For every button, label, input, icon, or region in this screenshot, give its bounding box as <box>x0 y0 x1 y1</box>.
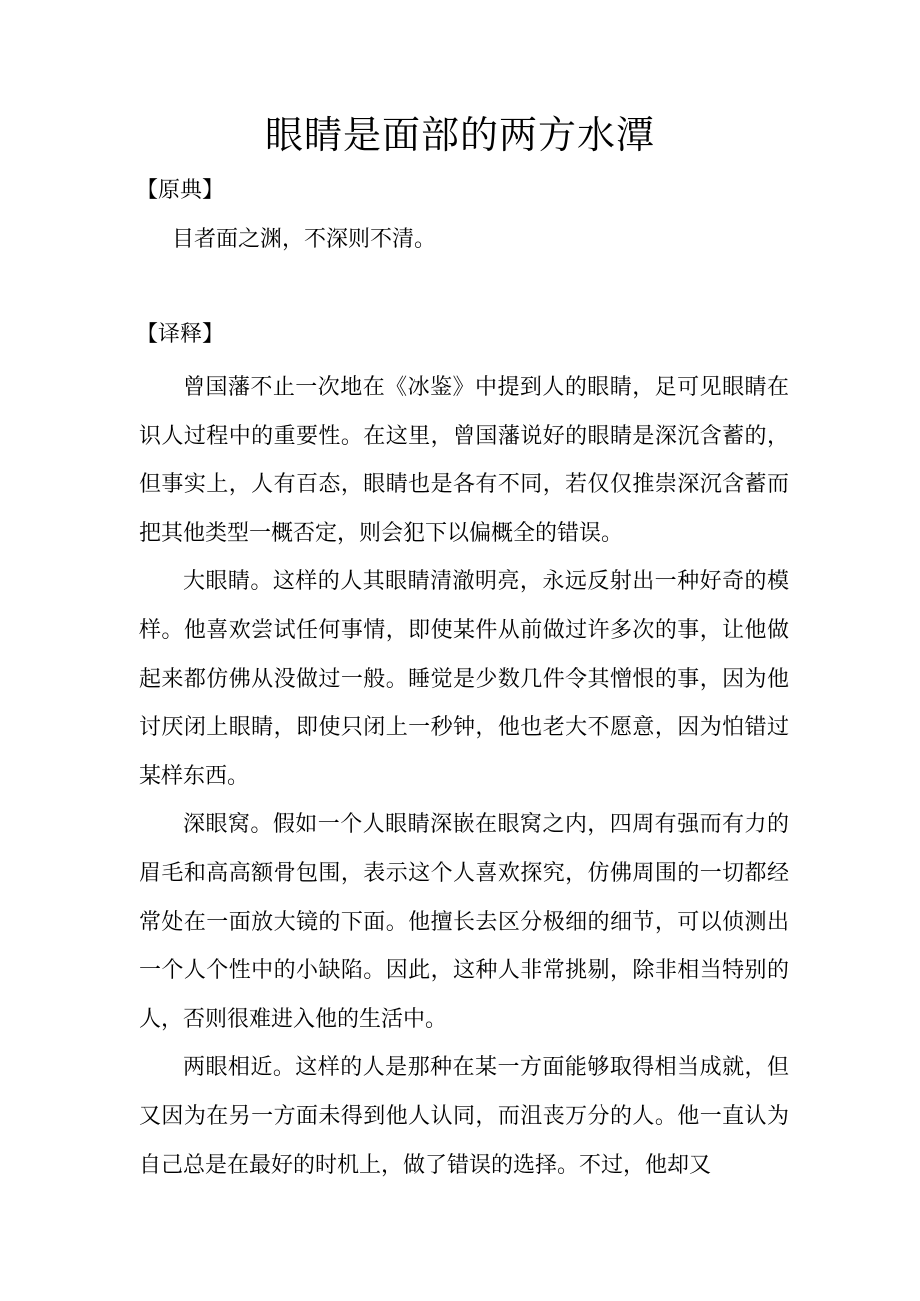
original-heading: 【原典】 <box>136 178 225 203</box>
paragraph-big-eyes: 大眼睛。这样的人其眼睛清澈明亮，永远反射出一种好奇的模样。他喜欢尝试任何事情，即使某件从前做过许多次的事，让他做起来都仿佛从没做过一般。睡觉是少数几件令其憎恨的事，因为他讨厌闭上眼睛，即使只闭上一秒钟，他也老大不愿意，因为怕错过某样东西。 <box>139 569 789 789</box>
translation-body <box>139 364 789 1190</box>
paragraph-intro: 曾国藩不止一次地在《冰鉴》中提到人的眼睛，足可见眼睛在识人过程中的重要性。在这里，曾国藩说好的眼睛是深沉含蓄的，但事实上，人有百态，眼睛也是各有不同，若仅仅推崇深沉含蓄而把其他类型一概否定，则会犯下以偏概全的错误。 <box>139 375 789 546</box>
paragraph-deep-sockets: 深眼窝。假如一个人眼睛深嵌在眼窝之内，四周有强而有力的眉毛和高高额骨包围，表示这个人喜欢探究，仿佛周围的一切都经常处在一面放大镜的下面。他擅长去区分极细的细节，可以侦测出一个人个性中的小缺陷。因此，这种人非常挑剔，除非相当特别的人，否则很难进入他的生活中。 <box>139 812 789 1032</box>
page-title: 眼睛是面部的两方水潭 <box>264 113 655 157</box>
original-text: 目者面之渊，不深则不清。 <box>172 227 437 252</box>
translation-heading: 【译释】 <box>136 322 225 347</box>
paragraph-close-eyes: 两眼相近。这样的人是那种在某一方面能够取得相当成就，但又因为在另一方面未得到他人认同，而沮丧万分的人。他一直认为自己总是在最好的时机上，做了错误的选择。不过，他却又 <box>139 1055 789 1178</box>
